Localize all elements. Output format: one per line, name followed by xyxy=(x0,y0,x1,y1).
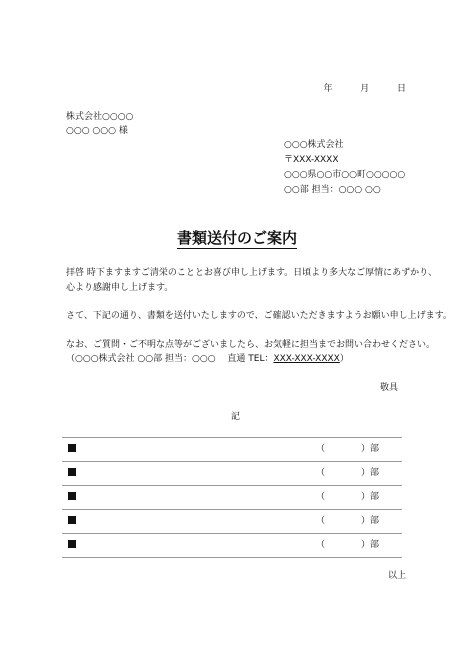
list-item xyxy=(62,437,402,461)
date-day: 日 xyxy=(396,84,406,94)
document-title-wrap xyxy=(0,228,474,249)
contact-prefix: （○○○株式会社 ○○部 担当：○○○ 直通 TEL： xyxy=(66,354,274,364)
square-bullet-icon xyxy=(68,444,76,452)
square-bullet-icon xyxy=(68,540,76,548)
list-item xyxy=(62,461,402,485)
sender-dept: ○○部 担当：○○○ ○○ xyxy=(284,185,381,195)
recipient-person: ○○○ ○○○ 様 xyxy=(66,126,128,136)
sender-postal: 〒XXX-XXXX xyxy=(284,155,339,165)
square-bullet-icon xyxy=(68,516,76,524)
list-item xyxy=(62,485,402,509)
square-bullet-icon xyxy=(68,468,76,476)
item-list xyxy=(62,437,402,558)
date-month: 月 xyxy=(360,84,370,94)
closing-keigu: 敬具 xyxy=(380,383,399,393)
body-line-3: さて、下記の通り、書類を送付いたしますので、ご確認いただきますようお願い申し上げます。 xyxy=(66,311,452,321)
contact-suffix: ） xyxy=(339,354,349,364)
ki-heading: 記 xyxy=(231,412,241,422)
list-item xyxy=(62,533,402,558)
date-year: 年 xyxy=(323,84,333,94)
end-ijou: 以上 xyxy=(388,571,407,581)
sender-company: ○○○株式会社 xyxy=(284,140,344,150)
contact-tel: XXX-XXX-XXXX xyxy=(273,354,340,364)
sender-address: ○○○県○○市○○町○○○○○ xyxy=(284,170,406,180)
item-quantity: （ ）部 xyxy=(316,444,380,454)
item-quantity: （ ）部 xyxy=(316,516,380,526)
item-quantity: （ ）部 xyxy=(316,540,380,550)
list-item xyxy=(62,509,402,533)
body-line-2: 心より感謝申し上げます。 xyxy=(66,283,174,293)
body-line-5 xyxy=(66,353,349,365)
item-quantity: （ ）部 xyxy=(316,468,380,478)
body-line-1: 拝啓 時下ますますご清栄のこととお喜び申し上げます。日頃より多大なご厚情にあずかり、 xyxy=(66,268,438,278)
item-quantity: （ ）部 xyxy=(316,492,380,502)
recipient-company: 株式会社○○○○ xyxy=(66,112,134,122)
body-line-4: なお、ご質問・ご不明な点等がございましたら、お気軽に担当までお問い合わせください。 xyxy=(66,340,436,350)
square-bullet-icon xyxy=(68,492,76,500)
date-line xyxy=(323,81,406,94)
document-title: 書類送付のご案内 xyxy=(176,229,297,247)
